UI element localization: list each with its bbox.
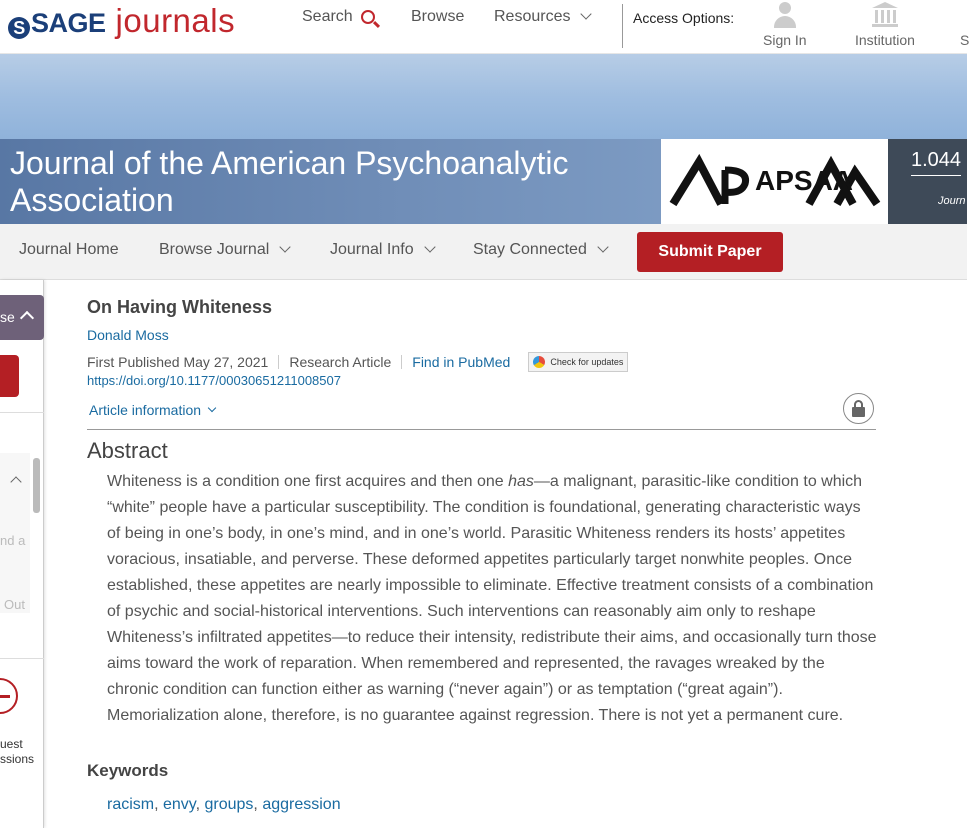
person-icon bbox=[774, 2, 796, 28]
sage-logo-text bbox=[8, 8, 106, 39]
sidebar-red-button[interactable] bbox=[0, 355, 19, 397]
nav-resources[interactable] bbox=[494, 8, 590, 26]
sidebar-text-fragment: nd a bbox=[0, 533, 26, 548]
article-information-toggle[interactable] bbox=[89, 402, 215, 418]
chevron-down-icon bbox=[208, 404, 216, 412]
sidebar-divider bbox=[0, 412, 44, 413]
header-divider bbox=[622, 4, 623, 48]
article-meta bbox=[87, 352, 628, 372]
chevron-up-icon bbox=[20, 311, 34, 325]
impact-factor-label: Journ bbox=[938, 195, 966, 207]
key-icon bbox=[0, 695, 10, 698]
chevron-down-icon bbox=[581, 8, 592, 19]
request-permissions-line2[interactable]: ssions bbox=[0, 752, 35, 766]
section-divider bbox=[87, 429, 876, 430]
journal-title[interactable]: Journal of the American Psychoanalytic Association bbox=[10, 145, 569, 218]
abstract-text-start: Whiteness is a condition one first acquires and then one bbox=[107, 473, 509, 490]
nav-search[interactable] bbox=[302, 8, 375, 26]
sidebar-text-fragment: Out bbox=[4, 597, 25, 612]
next-access-item[interactable] bbox=[960, 32, 969, 48]
sidebar-tab-label: se bbox=[0, 309, 15, 325]
journals-wordmark: journals bbox=[115, 2, 236, 39]
institution-label: Institution bbox=[855, 32, 915, 48]
doi-link[interactable]: https://doi.org/10.1177/00030651211008507 bbox=[87, 373, 341, 388]
find-in-pubmed-link[interactable]: Find in PubMed bbox=[412, 354, 511, 370]
article-type: Research Article bbox=[289, 354, 392, 370]
sign-in-button[interactable] bbox=[763, 2, 807, 48]
sage-journals-logo[interactable] bbox=[8, 2, 236, 39]
stay-connected-label: Stay Connected bbox=[473, 241, 587, 258]
site-header bbox=[0, 0, 967, 54]
abstract-text-rest: —a malignant, parasitic-like condition to which “white” people have a particular susceptibility. The condition is foundational, generating characteristic ways of being in one’s body, in one’s mind, and in one’s world. Parasitic Whiteness renders its hosts’ appetites voracious, insatiable, and perverse. These deformed appetites particularly target nonwhite peoples. Once established, these appetites are nearly impossible to eliminate. Effective treatment consists of a combination of psychic and social-historical interventions. Such interventions can reasonably aim only to reshape Whiteness’s infiltrated appetites—to reduce their intensity, redistribute their aims, and occasionally turn those aims toward the work of reparation. When remembered and represented, the ravages wreaked by the chronic condition can function either as warning (“never again”) or as temptation (“great again”). Memorialization alone, therefore, is no guarantee against regression. There is not yet a permanent cure. bbox=[107, 473, 877, 724]
meta-separator bbox=[278, 355, 279, 369]
browse-journal-menu[interactable] bbox=[159, 241, 289, 259]
journal-banner bbox=[0, 139, 967, 224]
nav-search-label: Search bbox=[302, 8, 353, 25]
keywords-heading: Keywords bbox=[87, 761, 169, 780]
sage-wordmark: SAGE bbox=[31, 8, 106, 38]
impact-factor-value: 1.044 bbox=[911, 149, 961, 176]
banner-sky bbox=[0, 54, 967, 140]
journal-home-label: Journal Home bbox=[19, 241, 119, 258]
institution-button[interactable] bbox=[855, 2, 915, 48]
article-tools-sidebar bbox=[0, 280, 44, 828]
check-for-updates-button[interactable] bbox=[528, 352, 628, 372]
access-options-label: Access Options: bbox=[633, 10, 735, 26]
lock-icon[interactable] bbox=[843, 393, 874, 424]
chevron-down-icon bbox=[597, 241, 608, 252]
crossmark-icon bbox=[533, 356, 545, 368]
apsaa-logo-mark bbox=[669, 154, 881, 210]
sidebar-collapse-tab[interactable] bbox=[0, 295, 44, 340]
browse-journal-label: Browse Journal bbox=[159, 241, 270, 258]
nav-resources-label: Resources bbox=[494, 8, 571, 25]
abstract-text bbox=[107, 469, 877, 729]
sidebar-scrollbar[interactable] bbox=[33, 458, 40, 513]
nav-browse[interactable] bbox=[411, 8, 464, 26]
first-published: First Published May 27, 2021 bbox=[87, 354, 269, 370]
search-icon bbox=[361, 10, 375, 24]
impact-factor-panel[interactable] bbox=[888, 139, 967, 224]
keyword-link[interactable]: groups bbox=[204, 796, 254, 813]
stay-connected-menu[interactable] bbox=[473, 241, 607, 259]
institution-icon bbox=[872, 2, 898, 28]
journal-home-link[interactable] bbox=[19, 241, 119, 259]
article-author[interactable]: Donald Moss bbox=[87, 327, 169, 343]
nav-browse-label: Browse bbox=[411, 8, 465, 25]
journal-nav bbox=[0, 224, 967, 280]
journal-info-menu[interactable] bbox=[330, 241, 434, 259]
keyword-link[interactable]: aggression bbox=[262, 796, 341, 813]
sign-in-label: Sign In bbox=[763, 32, 807, 48]
article-title: On Having Whiteness bbox=[87, 297, 273, 317]
request-permissions-line1[interactable]: uest bbox=[0, 737, 23, 751]
meta-separator bbox=[401, 355, 402, 369]
chevron-down-icon bbox=[424, 241, 435, 252]
keyword-link[interactable]: envy bbox=[163, 796, 196, 813]
check-for-updates-label: Check for updates bbox=[550, 357, 624, 367]
abstract-heading: Abstract bbox=[87, 438, 168, 463]
sage-logo-mark: S bbox=[8, 17, 30, 39]
keywords-list: racism, envy, groups, aggression bbox=[107, 796, 341, 813]
next-access-fragment: S bbox=[960, 32, 969, 48]
apsaa-logo bbox=[661, 139, 888, 224]
article-information-label: Article information bbox=[89, 402, 202, 418]
apsaa-logo-text: APSAA bbox=[754, 164, 853, 196]
sidebar-divider bbox=[0, 658, 44, 659]
abstract-emphasis: has bbox=[508, 473, 534, 490]
submit-paper-button[interactable]: Submit Paper bbox=[637, 232, 783, 272]
keyword-link[interactable]: racism bbox=[107, 796, 155, 813]
journal-info-label: Journal Info bbox=[330, 241, 414, 258]
chevron-down-icon bbox=[280, 241, 291, 252]
